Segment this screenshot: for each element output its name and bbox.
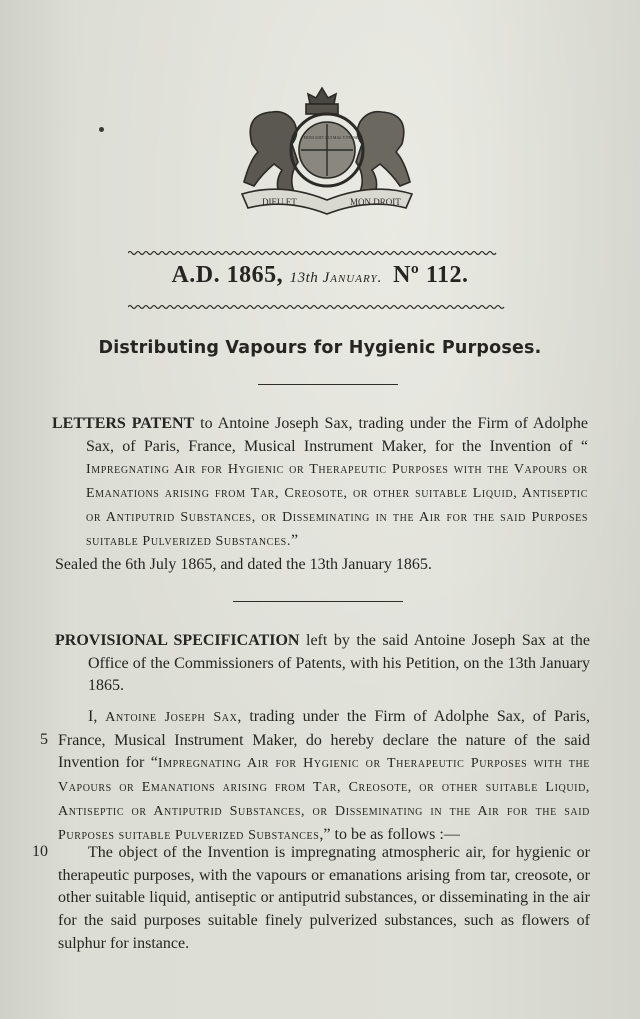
motto-right: MON DROIT xyxy=(350,197,401,207)
declaration-text-start: I, xyxy=(88,708,106,725)
declaration-text-middle: , trading under the Firm of Adolphe Sax, of Paris, France, Musical Instrument Maker, do hereby declare the nature of the said Invention for “ xyxy=(58,708,591,772)
letters-patent-lead: LETTERS PATENT xyxy=(52,415,195,432)
ink-speck xyxy=(99,127,104,132)
line-number-10: 10 xyxy=(32,843,48,860)
provisional-text: left by the said Antoine Joseph Sax at the Office of the Commissioners of Patents, with his Petition, on the 13th January 1865. xyxy=(88,632,591,695)
letters-patent-text: to Antoine Joseph Sax, trading under the Firm of Adolphe Sax, of Paris, France, Musical Instrument Maker, for the Invention of “ xyxy=(86,415,588,455)
object-paragraph xyxy=(58,842,590,956)
title-divider xyxy=(258,384,398,385)
patent-year: A.D. 1865, xyxy=(171,262,284,288)
section-divider xyxy=(233,601,403,602)
sealed-date-line: Sealed the 6th July 1865, and dated the 13th January 1865. xyxy=(55,556,432,573)
object-text: The object of the Invention is impregnating atmospheric air, for hygienic or therapeutic purposes, with the vapours or emanations arising from tar, creosote, or other suitable liquid, antiseptic or antiputrid substances, or disseminating in the air for the said purposes suitable finely pulverized substances, such as flowers of sulphur for instance. xyxy=(58,844,590,952)
patent-number: Nº 112. xyxy=(393,262,469,288)
patent-date xyxy=(290,270,387,286)
line-number-5: 5 xyxy=(40,731,48,748)
royal-coat-of-arms xyxy=(222,84,432,216)
motto-left: DIEU ET xyxy=(262,197,297,207)
top-ornamental-rule xyxy=(128,249,512,257)
declaration-text-end: ,” to be as follows :— xyxy=(319,825,460,843)
inventor-name: Antoine Joseph Sax xyxy=(105,710,238,725)
declaration-paragraph xyxy=(58,706,590,847)
provisional-lead: PROVISIONAL SPECIFICATION xyxy=(55,632,300,649)
bottom-ornamental-rule xyxy=(128,303,512,311)
patent-heading xyxy=(0,262,640,289)
patent-date-month: January. xyxy=(322,270,383,286)
patent-date-day: 13th xyxy=(289,270,319,286)
letters-patent-close-quote: ” xyxy=(290,531,299,549)
provisional-specification-paragraph xyxy=(55,630,590,698)
letters-patent-paragraph xyxy=(52,413,588,553)
letters-patent-invention: Impregnating Air for Hygienic or Therapeutic Purposes with the Vapours or Emanations arising from Tar, Creosote, or other suitable Liquid, Antiseptic or Antiputrid Substances, or Disseminating in the Air for the said Purposes suitable Pulverized Substances. xyxy=(86,462,588,549)
garter-motto: HONI SOIT QUI MAL Y PENSE xyxy=(304,135,359,140)
declaration-invention: Impregnating Air for Hygienic or Therapeutic Purposes with the Vapours or Emanations arising from Tar, Creosote, or other suitable Liquid, Antiseptic or Antiputrid Substances, or Disseminating in the Air for the said Purposes suitable Pulverized Substances xyxy=(58,756,590,843)
patent-title: Distributing Vapours for Hygienic Purposes. xyxy=(98,338,542,358)
